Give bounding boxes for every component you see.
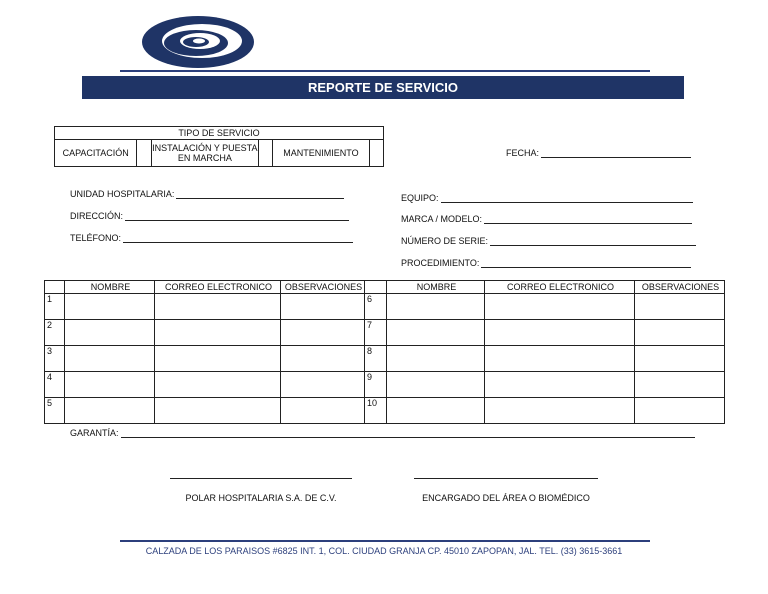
signature-left-label: POLAR HOSPITALARIA S.A. DE C.V.	[185, 493, 337, 503]
nombre-cell[interactable]	[65, 320, 155, 346]
spiral-logo-icon	[140, 14, 256, 70]
correo-cell[interactable]	[155, 372, 281, 398]
nombre-cell[interactable]	[65, 372, 155, 398]
table-row	[45, 398, 725, 424]
signature-line-left[interactable]	[170, 478, 352, 479]
correo-cell[interactable]	[485, 372, 635, 398]
correo-cell[interactable]	[485, 346, 635, 372]
telefono-label: TELÉFONO:	[70, 233, 122, 243]
row-number: 7	[365, 320, 387, 346]
header-num-left	[45, 281, 65, 294]
correo-cell[interactable]	[155, 398, 281, 424]
header-num-right	[365, 281, 387, 294]
nombre-cell[interactable]	[387, 294, 485, 320]
nombre-cell[interactable]	[387, 398, 485, 424]
checkbox-mantenimiento[interactable]	[369, 140, 383, 167]
signature-left	[170, 478, 352, 503]
observaciones-cell[interactable]	[281, 320, 365, 346]
signature-right-label: ENCARGADO DEL ÁREA O BIOMÉDICO	[422, 493, 590, 503]
observaciones-cell[interactable]	[281, 398, 365, 424]
observaciones-cell[interactable]	[635, 398, 725, 424]
nombre-cell[interactable]	[387, 346, 485, 372]
header-nombre-right: NOMBRE	[387, 281, 485, 294]
serie-field[interactable]	[401, 236, 696, 246]
serie-label: NÚMERO DE SERIE:	[401, 236, 489, 246]
checkbox-capacitacion[interactable]	[137, 140, 151, 167]
nombre-cell[interactable]	[65, 398, 155, 424]
garantia-label: GARANTÍA:	[70, 428, 119, 438]
header-divider	[120, 70, 650, 72]
nombre-cell[interactable]	[65, 294, 155, 320]
option-capacitacion: CAPACITACIÓN	[55, 140, 137, 167]
observaciones-cell[interactable]	[635, 346, 725, 372]
tipo-servicio-table	[54, 126, 384, 167]
observaciones-cell[interactable]	[635, 372, 725, 398]
observaciones-cell[interactable]	[635, 294, 725, 320]
table-row	[45, 320, 725, 346]
header-observaciones-right: OBSERVACIONES	[635, 281, 725, 294]
equipo-field[interactable]	[401, 193, 693, 203]
table-row	[45, 372, 725, 398]
row-number: 9	[365, 372, 387, 398]
nombre-cell[interactable]	[387, 372, 485, 398]
option-mantenimiento: MANTENIMIENTO	[273, 140, 369, 167]
correo-cell[interactable]	[155, 294, 281, 320]
fecha-field[interactable]	[506, 148, 691, 158]
observaciones-cell[interactable]	[281, 372, 365, 398]
checkbox-instalacion[interactable]	[258, 140, 272, 167]
direccion-field[interactable]	[70, 211, 349, 221]
observaciones-cell[interactable]	[635, 320, 725, 346]
footer-divider	[120, 540, 650, 542]
signature-line-right[interactable]	[414, 478, 598, 479]
row-number: 4	[45, 372, 65, 398]
marca-field[interactable]	[401, 214, 692, 224]
procedimiento-field[interactable]	[401, 258, 691, 268]
equipo-label: EQUIPO:	[401, 193, 439, 203]
procedimiento-label: PROCEDIMIENTO:	[401, 258, 480, 268]
garantia-field[interactable]	[70, 428, 695, 438]
correo-cell[interactable]	[485, 320, 635, 346]
telefono-field[interactable]	[70, 233, 353, 243]
observaciones-cell[interactable]	[281, 346, 365, 372]
table-row	[45, 294, 725, 320]
row-number: 8	[365, 346, 387, 372]
tipo-servicio-heading: TIPO DE SERVICIO	[55, 127, 384, 140]
signature-right	[414, 478, 598, 503]
unidad-field[interactable]	[70, 189, 344, 199]
nombre-cell[interactable]	[387, 320, 485, 346]
correo-cell[interactable]	[155, 320, 281, 346]
header-nombre-left: NOMBRE	[65, 281, 155, 294]
footer-address: CALZADA DE LOS PARAISOS #6825 INT. 1, COL. CIUDAD GRANJA CP. 45010 ZAPOPAN, JAL. TEL. (33) 3615-3661	[145, 546, 623, 556]
header-observaciones-left: OBSERVACIONES	[281, 281, 365, 294]
fecha-label: FECHA:	[506, 148, 540, 158]
marca-label: MARCA / MODELO:	[401, 214, 483, 224]
unidad-label: UNIDAD HOSPITALARIA:	[70, 189, 175, 199]
correo-cell[interactable]	[485, 294, 635, 320]
row-number: 1	[45, 294, 65, 320]
page-title: REPORTE DE SERVICIO	[82, 76, 684, 99]
observaciones-cell[interactable]	[281, 294, 365, 320]
row-number: 5	[45, 398, 65, 424]
option-instalacion: INSTALACIÓN Y PUESTA EN MARCHA	[151, 140, 258, 167]
participants-table	[44, 280, 725, 424]
header-correo-left: CORREO ELECTRONICO	[155, 281, 281, 294]
row-number: 6	[365, 294, 387, 320]
row-number: 2	[45, 320, 65, 346]
header-correo-right: CORREO ELECTRONICO	[485, 281, 635, 294]
row-number: 3	[45, 346, 65, 372]
direccion-label: DIRECCIÓN:	[70, 211, 124, 221]
nombre-cell[interactable]	[65, 346, 155, 372]
row-number: 10	[365, 398, 387, 424]
correo-cell[interactable]	[485, 398, 635, 424]
correo-cell[interactable]	[155, 346, 281, 372]
table-row	[45, 346, 725, 372]
